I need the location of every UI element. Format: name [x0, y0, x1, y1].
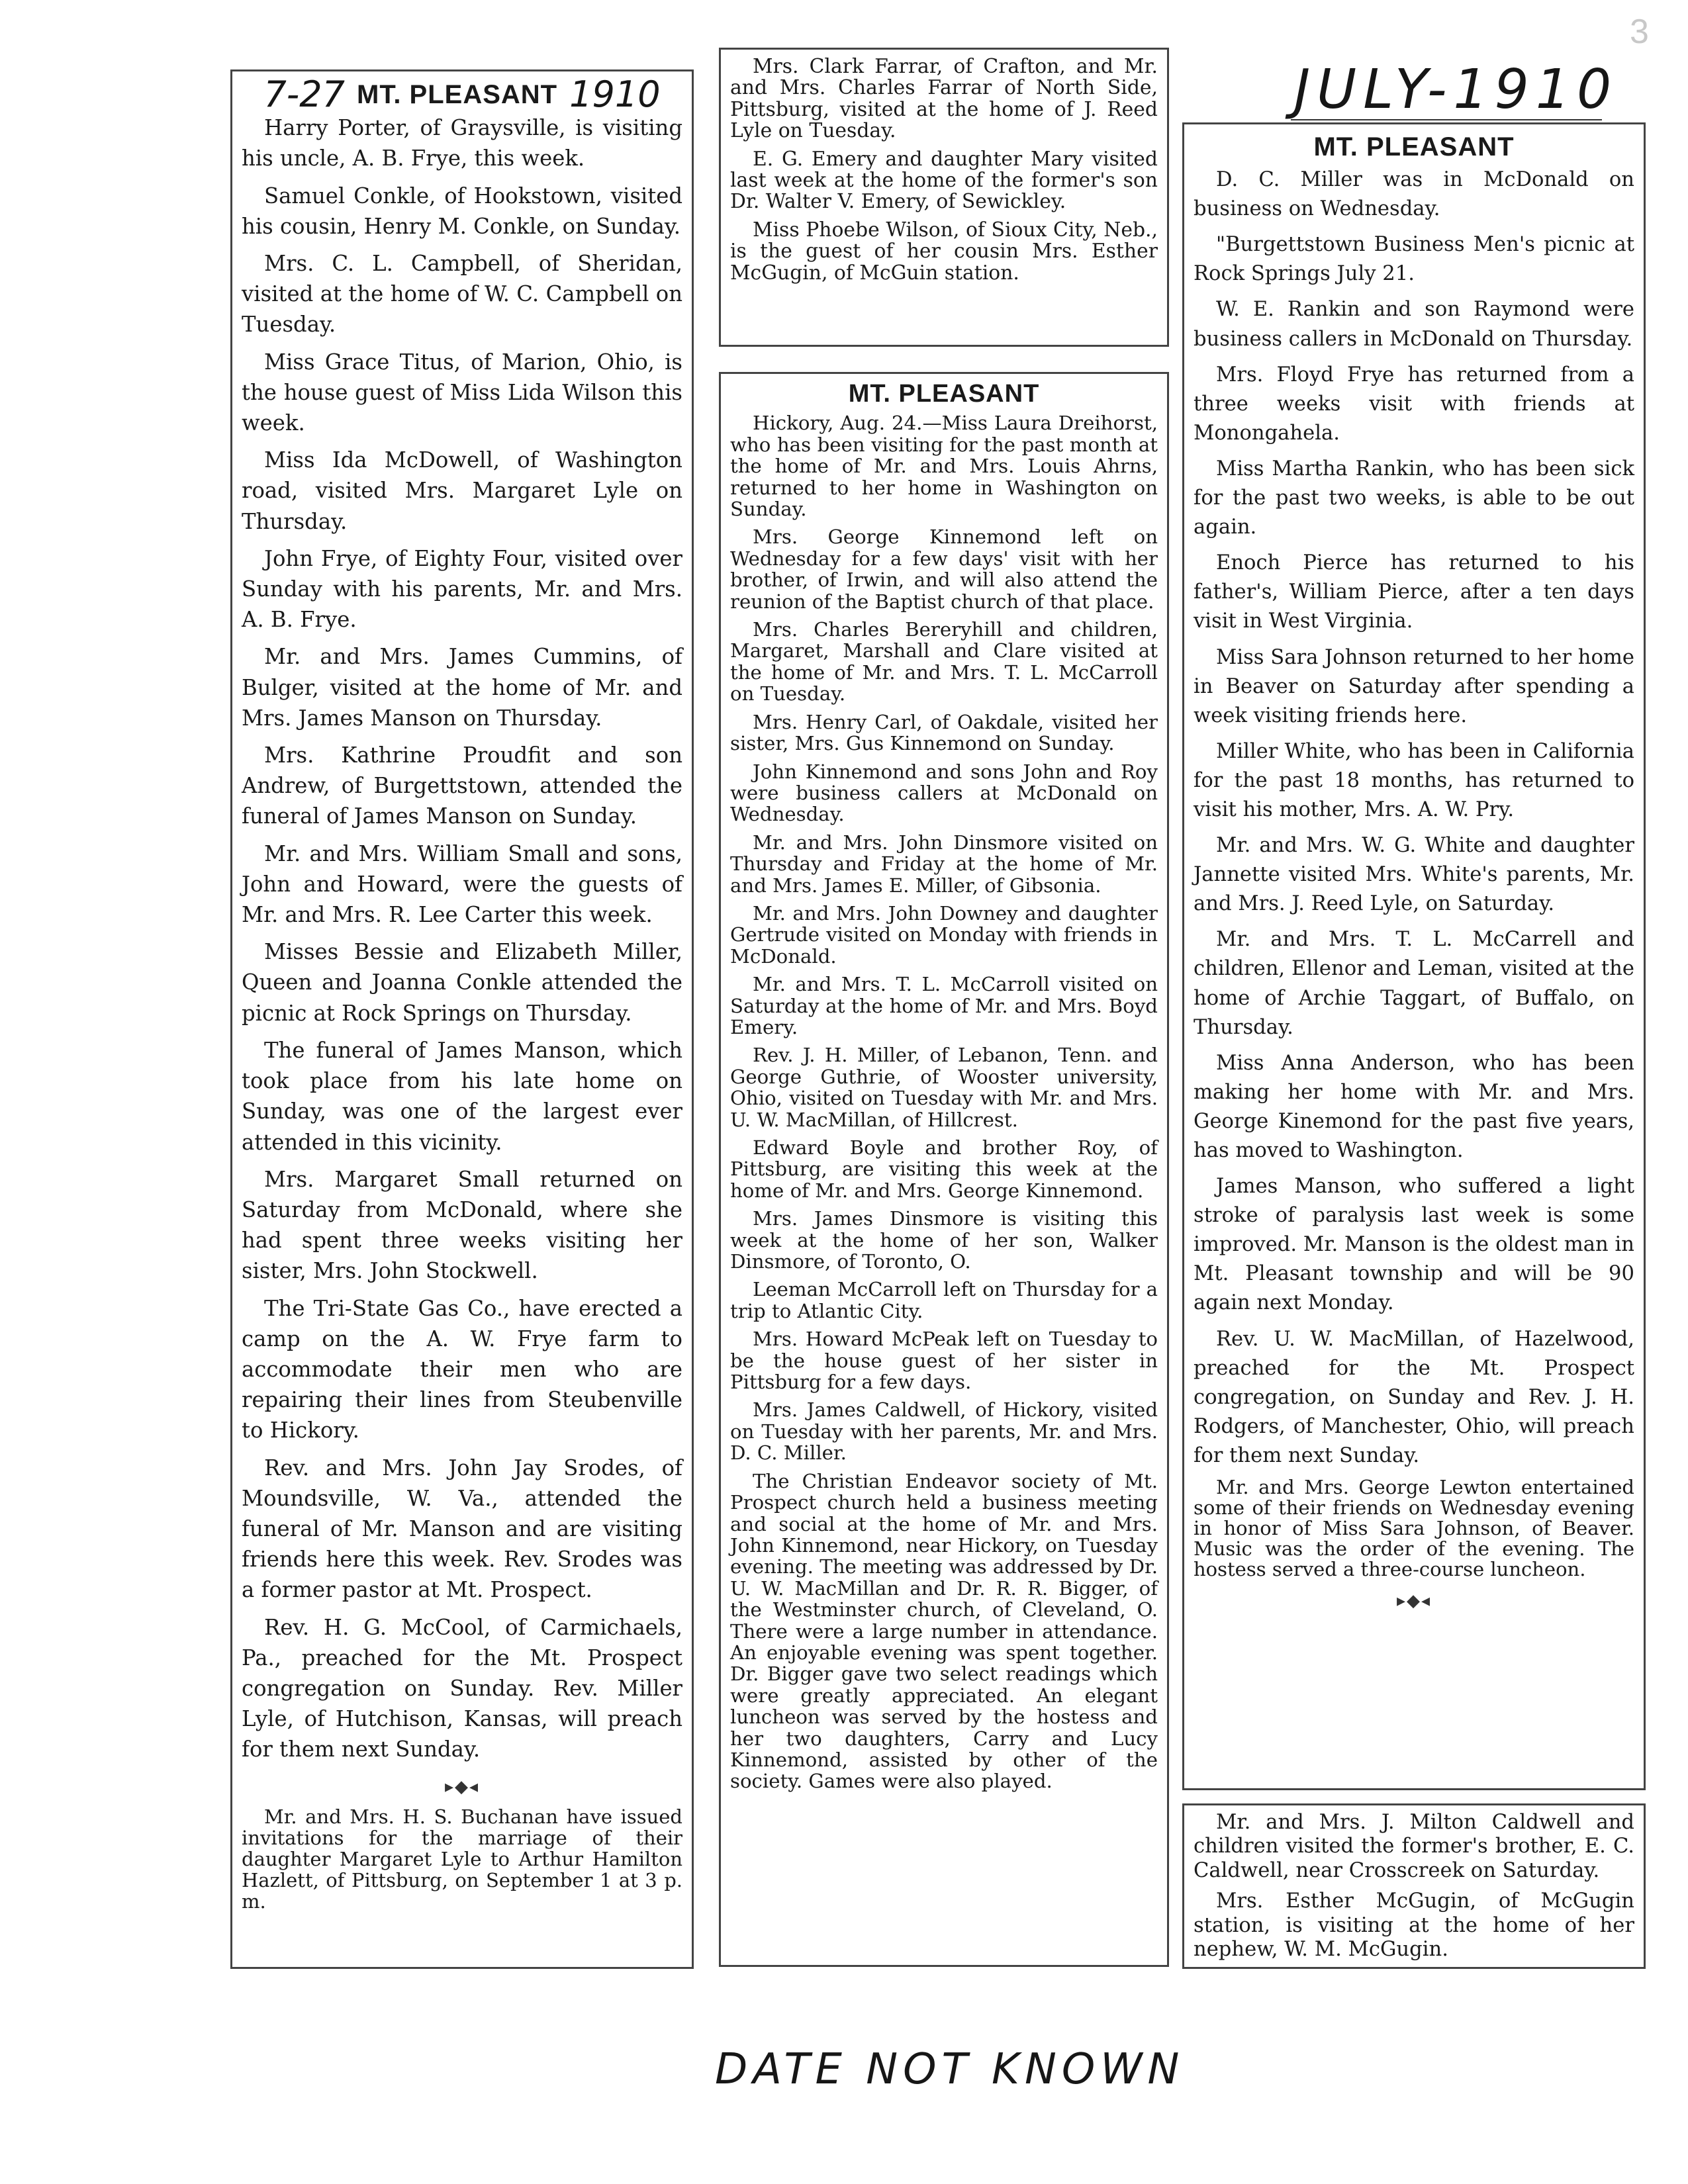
- news-item: Edward Boyle and brother Roy, of Pittsburg, are visiting this week at the home of Mr. and Mrs. George Kinnemond.: [730, 1136, 1158, 1202]
- news-item: Enoch Pierce has returned to his father's, William Pierce, after a ten days visit in West Virginia.: [1194, 551, 1634, 633]
- news-item: Mrs. Charles Bereryhill and children, Margaret, Marshall and Clare visited at the home of Mr. and Mrs. T. L. McCarroll on Tuesday.: [730, 618, 1158, 705]
- news-item: Miss Grace Titus, of Marion, Ohio, is the house guest of Miss Lida Wilson this week.: [242, 349, 682, 436]
- clipping-middle-top: [719, 48, 1169, 347]
- news-item: Mrs. Howard McPeak left on Tuesday to be the house guest of her sister in Pittsburg for a few days.: [730, 1328, 1158, 1394]
- news-item: Harry Porter, of Graysville, is visiting his uncle, A. B. Frye, this week.: [242, 115, 682, 171]
- bottom-date-note: DATE NOT KNOWN: [715, 2045, 1185, 2094]
- separator-ornament: ▸◆◂: [1396, 1591, 1432, 1612]
- news-item: Miss Ida McDowell, of Washington road, visited Mrs. Margaret Lyle on Thursday.: [242, 447, 682, 534]
- news-item: Mr. and Mrs. T. L. McCarroll visited on Saturday at the home of Mr. and Mrs. Boyd Emery.: [730, 973, 1158, 1038]
- clipping-title: MT. PLEASANT: [357, 80, 558, 109]
- page-number: 3: [1630, 13, 1649, 51]
- clipping-title: MT. PLEASANT: [1313, 132, 1515, 161]
- top-right-date-note: JULY-1910: [1294, 58, 1618, 121]
- news-item: Miss Anna Anderson, who has been making her home with Mr. and Mrs. George Kinemond for the past five years, has moved to Washington.: [1194, 1051, 1634, 1162]
- clipping-right-bottom: [1182, 1803, 1646, 1969]
- clipping-title: MT. PLEASANT: [848, 380, 1040, 408]
- clipping-left-body: [242, 113, 682, 1912]
- clipping-middle-body: [730, 412, 1158, 1792]
- clipping-right-body: [1194, 165, 1634, 1615]
- news-item: Miller White, who has been in California for the past 18 months, has returned to visit his mother, Mrs. A. W. Pry.: [1194, 739, 1634, 821]
- news-item: Mr. and Mrs. J. Milton Caldwell and children visited the former's brother, E. C. Caldwell, near Crosscreek on Saturday.: [1194, 1811, 1634, 1882]
- clipping-middle: [719, 372, 1169, 1967]
- clipping-right-header: [1194, 132, 1634, 161]
- news-item: John Kinnemond and sons John and Roy were business callers at McDonald on Wednesday.: [730, 760, 1158, 826]
- clipping-middle-header: [730, 380, 1158, 408]
- clipping-left-header: [242, 73, 682, 115]
- clipping-left: [230, 69, 694, 1969]
- news-item: The Tri-State Gas Co., have erected a camp on the A. W. Frye farm to accommodate their men who are repairing their lines from Steubenville to Hickory.: [242, 1295, 682, 1443]
- news-item: Mrs. Esther McGugin, of McGugin station, is visiting at the home of her nephew, W. M. McGugin.: [1194, 1889, 1634, 1962]
- news-item: Mrs. C. L. Campbell, of Sheridan, visited at the home of W. C. Campbell on Tuesday.: [242, 251, 682, 338]
- clipping-right: [1182, 122, 1646, 1790]
- news-item: The Christian Endeavor society of Mt. Prospect church held a business meeting and social at the home of Mr. and Mrs. John Kinnemond, near Hickory, on Tuesday evening. The meeting was addressed by Dr. U. W. MacMillan and Dr. R. R. Bigger, of the Westminster church, of Cleveland, O. There were a large number in attendance. An enjoyable evening was spent together. Dr. Bigger gave two select readings which were greatly appreciated. An elegant luncheon was served by the hostess and her two daughters, Carry and Lucy Kinnemond, assisted by other of the society. Games were also played.: [730, 1469, 1158, 1793]
- news-item: Mr. and Mrs. W. G. White and daughter Jannette visited Mrs. White's parents, Mr. and Mrs. J. Reed Lyle, on Saturday.: [1194, 834, 1634, 916]
- news-item: Mrs. Margaret Small returned on Saturday from McDonald, where she had spent three weeks visiting her sister, Mrs. John Stockwell.: [242, 1166, 682, 1284]
- handwritten-date: 7-27: [263, 73, 345, 115]
- news-item: Leeman McCarroll left on Thursday for a trip to Atlantic City.: [730, 1278, 1158, 1322]
- news-item: Miss Sara Johnson returned to her home in Beaver on Saturday after spending a week visiting friends here.: [1194, 645, 1634, 727]
- news-item: Rev. U. W. MacMillan, of Hazelwood, preached for the Mt. Prospect congregation, on Sunday and Rev. J. H. Rodgers, of Manchester, Ohio, will preach for them next Sunday.: [1194, 1327, 1634, 1467]
- news-item: Mr. and Mrs. H. S. Buchanan have issued invitations for the marriage of their daughter Margaret Lyle to Arthur Hamilton Hazlett, of Pittsburg, on September 1 at 3 p. m.: [242, 1805, 682, 1913]
- news-item: Mrs. Clark Farrar, of Crafton, and Mr. and Mrs. Charles Farrar of North Side, Pittsburg, visited at the home of J. Reed Lyle on Tuesday.: [730, 55, 1158, 143]
- top-right-note-underline: [1291, 119, 1602, 120]
- news-item: Rev. J. H. Miller, of Lebanon, Tenn. and George Guthrie, of Wooster university, Ohio, visited on Tuesday with Mr. and Mrs. U. W. MacMillan, of Hillcrest.: [730, 1044, 1158, 1131]
- news-item: James Manson, who suffered a light stroke of paralysis last week is some improved. Mr. Manson is the oldest man in Mt. Pleasant township and will be 90 again next Monday.: [1194, 1175, 1634, 1315]
- news-item: Miss Martha Rankin, who has been sick for the past two weeks, is able to be out again.: [1194, 457, 1634, 539]
- news-item: Mrs. Floyd Frye has returned from a three weeks visit with friends at Monongahela.: [1194, 363, 1634, 445]
- news-item: Rev. H. G. McCool, of Carmichaels, Pa., preached for the Mt. Prospect congregation on Sunday. Rev. Miller Lyle, of Hutchison, Kansas, will preach for them next Sunday.: [242, 1614, 682, 1762]
- news-item: John Frye, of Eighty Four, visited over Sunday with his parents, Mr. and Mrs. A. B. Frye.: [242, 545, 682, 633]
- news-item: Mr. and Mrs. George Lewton entertained some of their friends on Wednesday evening in honor of Miss Sara Johnson, of Beaver. Music was the order of the evening. The hostess served a three-course luncheon.: [1194, 1476, 1634, 1581]
- news-item: E. G. Emery and daughter Mary visited last week at the home of the former's son Dr. Walter V. Emery, of Sewickley.: [730, 147, 1158, 214]
- handwritten-year: 1910: [569, 73, 661, 115]
- news-item: Mrs. James Dinsmore is visiting this week at the home of her son, Walker Dinsmore, of Toronto, O.: [730, 1207, 1158, 1273]
- news-item: Miss Phoebe Wilson, of Sioux City, Neb., is the guest of her cousin Mrs. Esther McGugin, of McGuin station.: [730, 218, 1158, 285]
- news-item: Mr. and Mrs. John Dinsmore visited on Thursday and Friday at the home of Mr. and Mrs. James E. Miller, of Gibsonia.: [730, 831, 1158, 897]
- news-item: Mrs. Henry Carl, of Oakdale, visited her sister, Mrs. Gus Kinnemond on Sunday.: [730, 710, 1158, 755]
- news-item: Samuel Conkle, of Hookstown, visited his cousin, Henry M. Conkle, on Sunday.: [242, 183, 682, 239]
- news-item: W. E. Rankin and son Raymond were business callers in McDonald on Thursday.: [1194, 298, 1634, 351]
- news-item: Hickory, Aug. 24.—Miss Laura Dreihorst, who has been visiting for the past month at the home of Mr. and Mrs. Louis Ahrns, returned to her home in Washington on Sunday.: [730, 412, 1158, 521]
- news-item: Mrs. James Caldwell, of Hickory, visited on Tuesday with her parents, Mr. and Mrs. D. C. Miller.: [730, 1398, 1158, 1465]
- news-item: Mr. and Mrs. John Downey and daughter Gertrude visited on Monday with friends in McDonald.: [730, 901, 1158, 968]
- news-item: Mr. and Mrs. James Cummins, of Bulger, visited at the home of Mr. and Mrs. James Manson on Thursday.: [242, 644, 682, 731]
- news-item: Misses Bessie and Elizabeth Miller, Queen and Joanna Conkle attended the picnic at Rock Springs on Thursday.: [242, 939, 682, 1026]
- news-item: "Burgettstown Business Men's picnic at Rock Springs July 21.: [1194, 233, 1634, 286]
- news-item: Mrs. George Kinnemond left on Wednesday for a few days' visit with her brother, of Irwin, and will also attend the reunion of the Baptist church of that place.: [730, 525, 1158, 613]
- news-item: D. C. Miller was in McDonald on business on Wednesday.: [1194, 168, 1634, 221]
- news-item: Mr. and Mrs. T. L. McCarrell and children, Ellenor and Leman, visited at the home of Archie Taggart, of Buffalo, on Thursday.: [1194, 928, 1634, 1039]
- news-item: The funeral of James Manson, which took place from his late home on Sunday, was one of the largest ever attended in this vicinity.: [242, 1037, 682, 1155]
- news-item: Mrs. Kathrine Proudfit and son Andrew, of Burgettstown, attended the funeral of James Manson on Sunday.: [242, 743, 682, 829]
- news-item: Mr. and Mrs. William Small and sons, John and Howard, were the guests of Mr. and Mrs. R. Lee Carter this week.: [242, 841, 682, 928]
- separator-ornament: ▸◆◂: [444, 1776, 480, 1797]
- news-item: Rev. and Mrs. John Jay Srodes, of Moundsville, W. Va., attended the funeral of Mr. Manson and are visiting friends here this week. Rev. Srodes was a former pastor at Mt. Prospect.: [242, 1455, 682, 1603]
